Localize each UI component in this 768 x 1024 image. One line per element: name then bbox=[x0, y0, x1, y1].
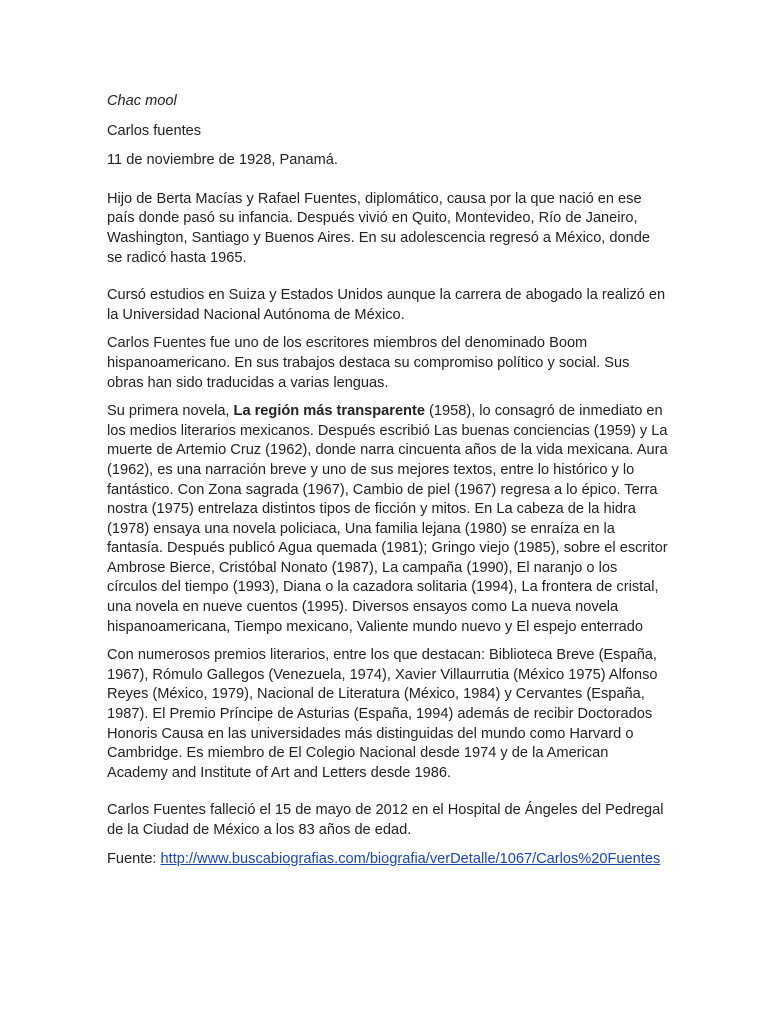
document-title: Chac mool bbox=[107, 93, 177, 109]
source-label: Fuente: bbox=[107, 850, 161, 867]
birth-info: 11 de noviembre de 1928, Panamá. bbox=[107, 152, 338, 169]
first-novel-title: La región más transparente bbox=[233, 403, 425, 420]
paragraph-death: Carlos Fuentes falleció el 15 de mayo de 2012 en el Hospital de Ángeles del Pedregal de la Ciudad de México a los 83 años de edad. bbox=[107, 802, 664, 838]
paragraph-works bbox=[107, 402, 668, 637]
works-prefix: Su primera novela, bbox=[107, 403, 234, 420]
paragraph-studies: Cursó estudios en Suiza y Estados Unidos aunque la carrera de abogado la realizó en la Universidad Nacional Autónoma de México. bbox=[107, 287, 666, 323]
author-name: Carlos fuentes bbox=[107, 122, 202, 139]
source-link[interactable]: http://www.buscabiografias.com/biografia/verDetalle/1067/Carlos%20Fuentes bbox=[160, 850, 661, 867]
source-line bbox=[107, 850, 668, 870]
paragraph-boom: Carlos Fuentes fue uno de los escritores miembros del denominado Boom hispanoamericano. En sus trabajos destaca su compromiso político y social. Sus obras han sido traducidas a varias lenguas. bbox=[107, 335, 630, 391]
paragraph-awards: Con numerosos premios literarios, entre los que destacan: Biblioteca Breve (España, 1967), Rómulo Gallegos (Venezuela, 1974), Xavier Villaurrutia (México 1975) Alfonso Reyes (México, 1979), Nacional de Literatura (México, 1984) y Cervantes (España, 1987). El Premio Príncipe de Asturias (España, 1994) además de recibir Doctorados Honoris Causa en las universidades más distinguidas del mundo como Harvard o Cambridge. Es miembro de El Colegio Nacional desde 1974 y de la American Academy and Institute of Art and Letters desde 1986. bbox=[107, 647, 658, 781]
works-rest: (1958), lo consagró de inmediato en los medios literarios mexicanos. Después escribió Las buenas conciencias (1959) y La muerte de Artemio Cruz (1962), donde narra cincuenta años de la vida mexicana. Aura (1962), es una narración breve y uno de sus mejores textos, entre lo histórico y lo fantástico. Con Zona sagrada (1967), Cambio de piel (1967) regresa a lo épico. Terra nostra (1975) entrelaza distintos tipos de ficción y mitos. En La cabeza de la hidra (1978) ensaya una novela policiaca, Una familia lejana (1980) se enraíza en la fantasía. Después publicó Agua quemada (1981); Gringo viejo (1985), sobre el escritor Ambrose Bierce, Cristóbal Nonato (1987), La campaña (1990), El naranjo o los círculos del tiempo (1993), Diana o la cazadora solitaria (1994), La frontera de cristal, una novela en nueve cuentos (1995). Diversos ensayos como La nueva novela hispanoamericana, Tiempo mexicano, Valiente mundo nuevo y El espejo enterrado bbox=[107, 403, 668, 635]
paragraph-biography: Hijo de Berta Macías y Rafael Fuentes, diplomático, causa por la que nació en ese país donde pasó su infancia. Después vivió en Quito, Montevideo, Río de Janeiro, Washington, Santiago y Buenos Aires. En su adolescencia regresó a México, donde se radicó hasta 1965. bbox=[107, 190, 650, 266]
